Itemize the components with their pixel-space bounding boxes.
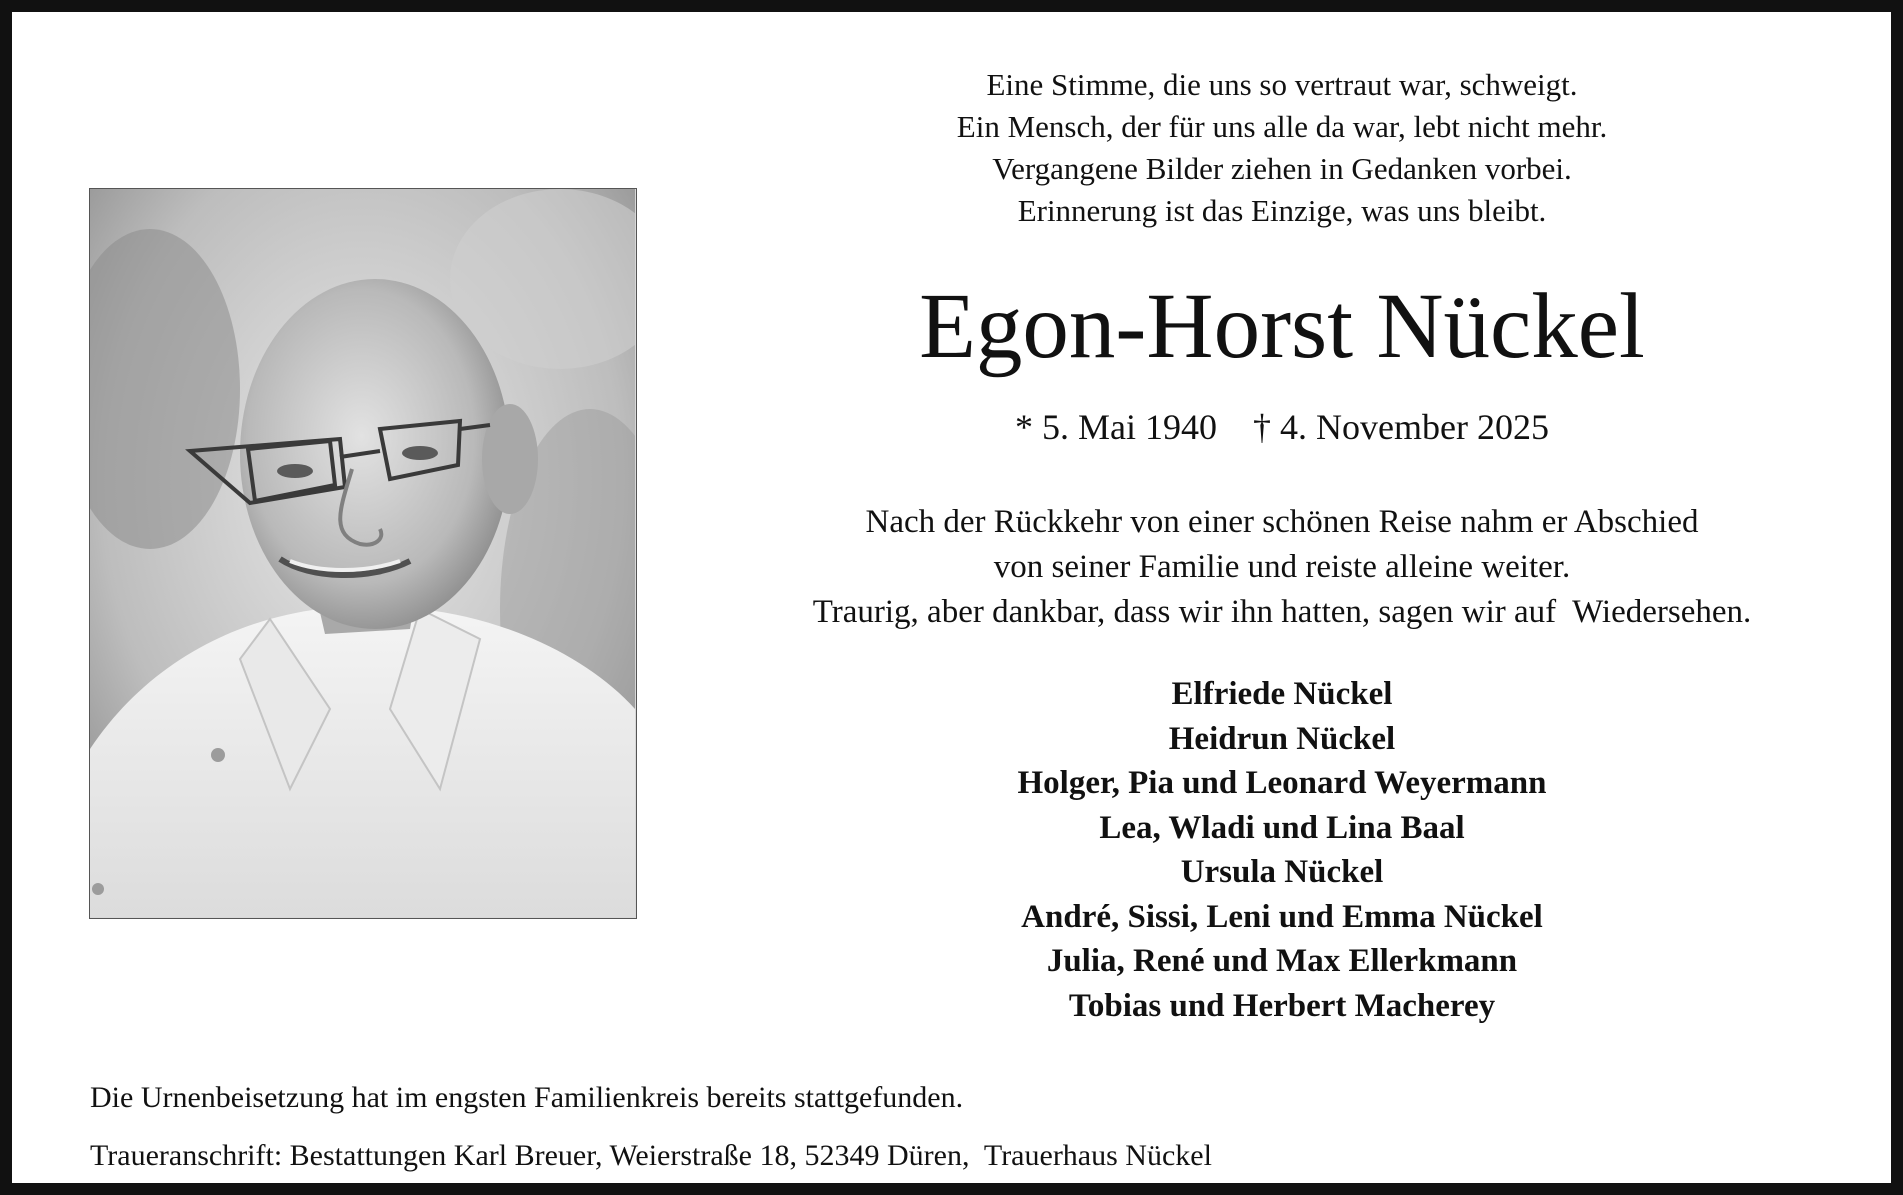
mourners-list	[752, 672, 1812, 1028]
portrait-image	[90, 189, 635, 917]
deceased-name: Egon-Horst Nückel	[919, 275, 1645, 378]
message-line: Nach der Rückkehr von einer schönen Reise nahm er Abschied	[865, 504, 1699, 540]
life-dates	[752, 404, 1812, 450]
mourner-name: Tobias und Herbert Macherey	[1068, 987, 1496, 1024]
mourner-name: Holger, Pia und Leonard Weyermann	[1017, 765, 1547, 801]
poem-line: Eine Stimme, die uns so vertraut war, schweigt.	[986, 67, 1578, 102]
mourning-address: Traueranschrift: Bestattungen Karl Breuer, Weierstraße 18, 52349 Düren, Trauerhaus Nückel	[90, 1139, 1212, 1172]
birth-date: * 5. Mai 1940	[1015, 407, 1218, 447]
poem	[752, 64, 1812, 232]
mourner-name: Julia, René und Max Ellerkmann	[1046, 943, 1518, 979]
poem-line: Erinnerung ist das Einzige, was uns bleibt.	[1017, 193, 1547, 228]
mourner-name: André, Sissi, Leni und Emma Nückel	[1021, 898, 1543, 935]
mourner-name: Lea, Wladi und Lina Baal	[1099, 809, 1465, 846]
death-date: † 4. November 2025	[1253, 407, 1549, 447]
message-line: von seiner Familie und reiste alleine weiter.	[993, 549, 1571, 585]
mourner-name: Ursula Nückel	[1180, 854, 1384, 890]
portrait-photo	[89, 188, 637, 919]
burial-note: Die Urnenbeisetzung hat im engsten Familienkreis bereits stattgefunden.	[90, 1081, 964, 1114]
poem-line: Vergangene Bilder ziehen in Gedanken vorbei.	[992, 151, 1572, 186]
farewell-message	[712, 500, 1852, 635]
mourner-name: Heidrun Nückel	[1168, 720, 1396, 757]
poem-line: Ein Mensch, der für uns alle da war, lebt nicht mehr.	[956, 109, 1608, 144]
message-line: Traurig, aber dankbar, dass wir ihn hatten, sagen wir auf Wiedersehen.	[812, 594, 1752, 630]
mourner-name: Elfriede Nückel	[1171, 676, 1393, 712]
